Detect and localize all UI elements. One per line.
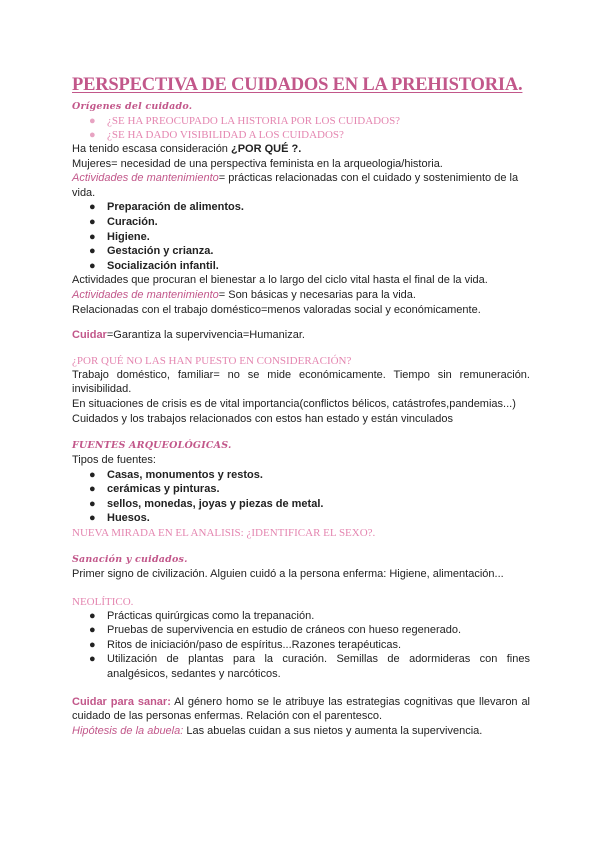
bullet-icon: ● <box>89 512 96 525</box>
bullet-icon: ● <box>89 201 96 214</box>
document-content <box>72 74 530 738</box>
abuela-paragraph: Hipótesis de la abuela: Las abuelas cuidan a sus nietos y aumenta la supervivencia. <box>72 724 483 737</box>
bullet-icon: ● <box>89 638 96 651</box>
list-item: ● Higiene. <box>89 230 150 243</box>
origenes-paragraph: Actividades de mantenimiento= Son básicas y necesarias para la vida. <box>72 288 416 301</box>
list-item: ● Pruebas de supervivencia en estudio de cráneos con hueso regenerado. <box>89 624 462 637</box>
list-item: ● Casas, monumentos y restos. <box>89 468 263 481</box>
list-item: ● Preparación de alimentos. <box>89 201 244 214</box>
fuentes-heading: FUENTES ARQUEOLÓGICAS. <box>72 440 232 452</box>
bullet-icon: ● <box>89 468 96 481</box>
list-item: ● Prácticas quirúrgicas como la trepanación. <box>89 609 315 622</box>
origenes-question-list <box>72 114 530 142</box>
porque-paragraph: En situaciones de crisis es de vital importancia(conflictos bélicos, catástrofes,pandemias...) <box>72 397 516 410</box>
list-item: ● Curación. <box>89 215 158 228</box>
sanacion-paragraph: Primer signo de civilización. Alguien cuidó a la persona enferma: Higiene, alimentación... <box>72 568 504 581</box>
bullet-icon: ● <box>89 129 96 141</box>
list-item: ● ¿SE HA PREOCUPADO LA HISTORIA POR LOS CUIDADOS? <box>89 115 401 127</box>
list-item: ● Socialización infantil. <box>89 259 219 272</box>
page-title: PERSPECTIVA DE CUIDADOS EN LA PREHISTORIA. <box>72 75 523 95</box>
list-item: ● cerámicas y pinturas. <box>89 483 220 496</box>
origenes-paragraph: Relacionadas con el trabajo doméstico=menos valoradas social y económicamente. <box>72 303 481 316</box>
porque-heading: ¿POR QUÉ NO LAS HAN PUESTO EN CONSIDERACIÓN? <box>72 354 352 367</box>
list-item: ● ¿SE HA DADO VISIBILIDAD A LOS CUIDADOS? <box>89 129 344 141</box>
bullet-icon: ● <box>89 115 96 127</box>
cuidar-paragraph: Cuidar=Garantiza la supervivencia=Humanizar. <box>72 329 305 342</box>
porque-paragraph: Trabajo doméstico, familiar= no se mide económicamente. Tiempo sin remuneración. invisibilidad. <box>72 368 530 396</box>
list-item: ● Huesos. <box>89 512 150 525</box>
origenes-heading: Orígenes del cuidado. <box>72 101 193 112</box>
bullet-icon: ● <box>89 624 96 637</box>
bullet-icon: ● <box>89 653 96 666</box>
bullet-icon: ● <box>89 215 96 228</box>
nueva-mirada-heading: NUEVA MIRADA EN EL ANALISIS: ¿IDENTIFICAR EL SEXO?. <box>72 527 376 540</box>
list-item: ● Utilización de plantas para la curación. Semillas de adormideras con fines analgésicos, sedantes y narcóticos. <box>89 653 530 681</box>
bullet-icon: ● <box>89 483 96 496</box>
bullet-icon: ● <box>89 245 96 258</box>
bullet-icon: ● <box>89 230 96 243</box>
activities-list <box>72 200 530 273</box>
list-item: ● sellos, monedas, joyas y piezas de metal. <box>89 497 324 510</box>
origenes-paragraph: Actividades de mantenimiento= prácticas relacionadas con el cuidado y sostenimiento de la vida. <box>72 172 519 199</box>
list-item: ● Gestación y crianza. <box>89 245 214 258</box>
list-item: ● Ritos de iniciación/paso de espíritus...Razones terapéuticas. <box>89 638 402 651</box>
sanacion-heading: Sanación y cuidados. <box>72 554 188 566</box>
porque-paragraph: Cuidados y los trabajos relacionados con estos han estado y están vinculados <box>72 412 453 425</box>
bullet-icon: ● <box>89 497 96 510</box>
origenes-paragraph: Mujeres= necesidad de una perspectiva feminista en la arqueologia/historia. <box>72 157 443 170</box>
bullet-icon: ● <box>89 259 96 272</box>
fuentes-intro: Tipos de fuentes: <box>72 454 156 467</box>
neolitico-heading: NEOLÍTICO. <box>72 595 134 608</box>
origenes-paragraph: Ha tenido escasa consideración ¿POR QUÉ ?. <box>72 143 302 155</box>
cuidar-sanar-paragraph: Cuidar para sanar: Al género homo se le atribuye las estrategias cognitivas que llevaron al cuidado de las personas enfermas. Relación con el parentesco. <box>72 695 531 723</box>
fuentes-list <box>72 468 530 526</box>
bullet-icon: ● <box>89 609 96 622</box>
origenes-paragraph: Actividades que procuran el bienestar a lo largo del ciclo vital hasta el final de la vida. <box>72 274 488 287</box>
neolitico-list <box>72 609 530 682</box>
